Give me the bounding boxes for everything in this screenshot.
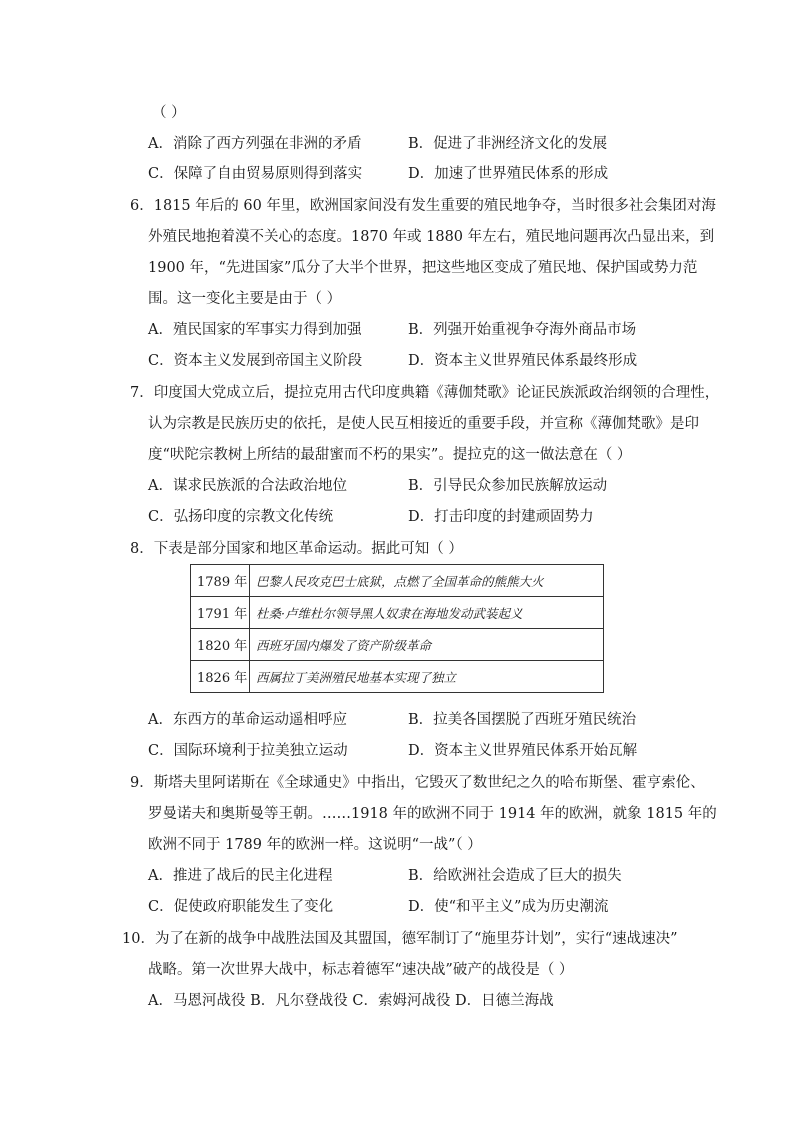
table-row [191, 661, 604, 693]
table-cell-event: 西属拉丁美洲殖民地基本实现了独立 [250, 661, 604, 693]
q6-stem-line-1: 6．1815 年后的 60 年里，欧洲国家间没有发生重要的殖民地争夺，当时很多社会集团对海 [130, 198, 716, 214]
table-cell-event: 巴黎人民攻克巴士底狱，点燃了全国革命的熊熊大火 [250, 565, 604, 597]
q8-option-d[interactable]: D．资本主义世界殖民体系开始瓦解 [408, 743, 638, 759]
q6-option-c[interactable]: C．资本主义发展到帝国主义阶段 [148, 353, 363, 369]
revolution-events-table [190, 564, 604, 693]
q5-option-a[interactable]: A．消除了西方列强在非洲的矛盾 [148, 136, 362, 152]
q9-option-b[interactable]: B．给欧洲社会造成了巨大的损失 [408, 868, 622, 884]
q9-stem-line-2: 罗曼诺夫和奥斯曼等王朝。……1918 年的欧洲不同于 1914 年的欧洲，就象 1815 年的 [148, 806, 717, 822]
table-cell-year: 1826 年 [191, 661, 250, 693]
table-cell-event: 杜桑·卢维杜尔领导黑人奴隶在海地发动武装起义 [250, 597, 604, 629]
table-row [191, 565, 604, 597]
q5-option-b[interactable]: B．促进了非洲经济文化的发展 [408, 136, 608, 152]
q8-stem-line-1: 8．下表是部分国家和地区革命运动。据此可知（ ） [130, 541, 463, 557]
q7-option-a[interactable]: A．谋求民族派的合法政治地位 [148, 478, 347, 494]
q10-stem-line-2: 战略。第一次世界大战中，标志着德军“速决战”破产的战役是（ ） [148, 962, 574, 978]
q9-option-c[interactable]: C．促使政府职能发生了变化 [148, 899, 334, 915]
table-cell-year: 1791 年 [191, 597, 250, 629]
table-cell-year: 1820 年 [191, 629, 250, 661]
q5-answer-blank: （ ） [152, 105, 186, 121]
q8-option-a[interactable]: A．东西方的革命运动遥相呼应 [148, 712, 347, 728]
q6-stem-line-4: 围。这一变化主要是由于（ ） [148, 291, 342, 307]
q7-stem-line-2: 认为宗教是民族历史的依托，是使人民互相接近的重要手段，并宣称《薄伽梵歌》是印 [148, 416, 699, 432]
q6-stem-line-3: 1900 年，“先进国家”瓜分了大半个世界，把这些地区变成了殖民地、保护国或势力范 [148, 260, 698, 276]
q7-option-b[interactable]: B．引导民众参加民族解放运动 [408, 478, 608, 494]
table-cell-event: 西班牙国内爆发了资产阶级革命 [250, 629, 604, 661]
q8-option-c[interactable]: C．国际环境利于拉美独立运动 [148, 743, 348, 759]
table-row [191, 629, 604, 661]
table-cell-year: 1789 年 [191, 565, 250, 597]
q9-option-a[interactable]: A．推进了战后的民主化进程 [148, 868, 333, 884]
q10-options[interactable]: A．马恩河战役 B．凡尔登战役 C．索姆河战役 D．日德兰海战 [148, 993, 554, 1009]
q8-option-b[interactable]: B．拉美各国摆脱了西班牙殖民统治 [408, 712, 637, 728]
q9-stem-line-1: 9．斯塔夫里阿诺斯在《全球通史》中指出，它毁灭了数世纪之久的哈布斯堡、霍亨索伦、 [130, 775, 705, 791]
q7-stem-line-3: 度“吠陀宗教树上所结的最甜蜜而不朽的果实”。提拉克的这一做法意在（ ） [148, 447, 632, 463]
q9-option-d[interactable]: D．使“和平主义”成为历史潮流 [408, 899, 609, 915]
q7-option-d[interactable]: D．打击印度的封建顽固势力 [408, 509, 594, 525]
q7-stem-line-1: 7．印度国大党成立后，提拉克用古代印度典籍《薄伽梵歌》论证民族派政治纲领的合理性， [130, 385, 720, 401]
table-row [191, 597, 604, 629]
q6-stem-line-2: 外殖民地抱着漠不关心的态度。1870 年或 1880 年左右，殖民地问题再次凸显出来，到 [148, 229, 715, 245]
q6-option-a[interactable]: A．殖民国家的军事实力得到加强 [148, 322, 362, 338]
q7-option-c[interactable]: C．弘扬印度的宗教文化传统 [148, 509, 334, 525]
q5-option-c[interactable]: C．保障了自由贸易原则得到落实 [148, 166, 363, 182]
q6-option-d[interactable]: D．资本主义世界殖民体系最终形成 [408, 353, 638, 369]
q10-stem-line-1: 10．为了在新的战争中战胜法国及其盟国，德军制订了“施里芬计划”，实行“速战速决” [122, 931, 678, 947]
q9-stem-line-3: 欧洲不同于 1789 年的欧洲一样。这说明“一战”（ ） [148, 837, 482, 853]
q5-option-d[interactable]: D．加速了世界殖民体系的形成 [408, 166, 609, 182]
q6-option-b[interactable]: B．列强开始重视争夺海外商品市场 [408, 322, 637, 338]
